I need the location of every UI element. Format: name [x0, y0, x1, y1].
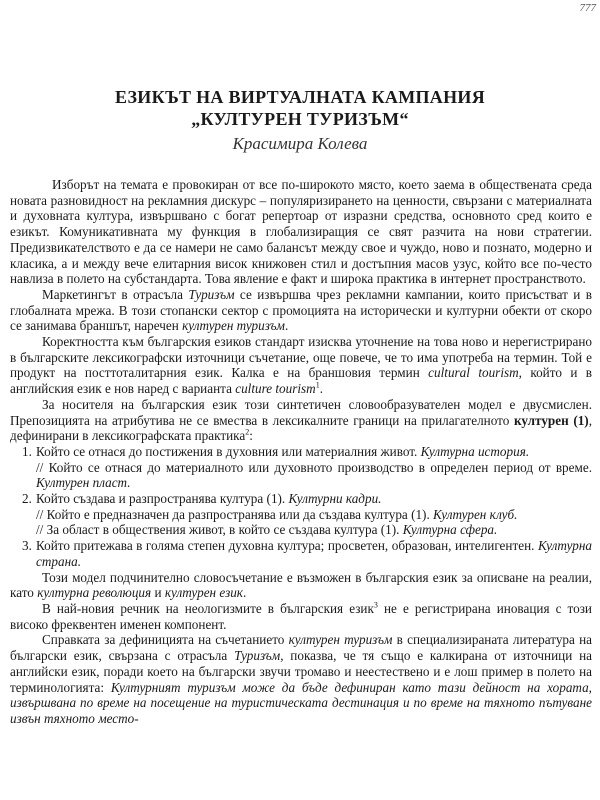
- italic-term: културен туризъм: [182, 318, 285, 334]
- text: не е регистрирана иновация с този високо фреквентен именен компонент.: [10, 600, 592, 632]
- definition-example: Културен клуб.: [433, 506, 518, 522]
- italic-term: culture tourism: [235, 381, 316, 397]
- text: и: [151, 585, 165, 601]
- text: , показва, че тя също е калкирана от източници на английски език, поради което на български звучи тромаво и неестествено и е лош пример в полето на терминологията:: [10, 648, 592, 695]
- text: Коректността към българския езиков стандарт изисква уточнение на това ново и нерегистрирано в българските лексикографски източници съчетание, още повече, че то има употреба на термин. Той е продукт на посттоталитарния език. Калка е на браншовия термин: [10, 334, 592, 381]
- paragraph-2: [10, 287, 592, 334]
- sub-definition: [36, 522, 592, 538]
- definition-list: [10, 444, 592, 570]
- text: :: [249, 428, 253, 444]
- definition-example: Културни кадри.: [288, 491, 382, 507]
- sub-definition: [36, 460, 592, 491]
- paragraph-5: [10, 570, 592, 601]
- item-number: 1.: [22, 443, 32, 459]
- definition-text: // Който се отнася до материалното или духовното производство в определен период от време.: [36, 459, 592, 475]
- italic-quote: Културният туризъм може да бъде дефиниран като тази дейност на хората, извършвана по време на посещение на туристическата дестинация и по време на тяхното пътуване извън тяхното место-: [10, 679, 592, 726]
- paragraph-1: Изборът на темата е провокиран от все по-широкото място, което заема в обществената среда новата разновидност на рекламния дискурс – популяризирането на ценности, свързани с материалната и духовната култура, извършвано с богат репертоар от изразни средства, основното сред които е езикът. Комуникативната му функция в глобализиращия се свят разчита на нови стратегии. Предизвикателството е да се намери не само балансът между свое и чуждо, ново и познато, модерно и класика, а и между вече елитарния висок книжовен стил и достъпния масов узус, който все по-често навлиза в полето на субстандарта. Това явление е факт и широка практика в интернет пространството.: [10, 177, 592, 287]
- italic-term: cultural tourism: [428, 365, 519, 381]
- footnote-ref: 2: [245, 427, 250, 437]
- italic-term: културен език: [164, 585, 243, 601]
- item-number: 2.: [22, 491, 32, 507]
- article-body: [10, 177, 592, 727]
- title-line-2: „КУЛТУРЕН ТУРИЗЪМ“: [191, 109, 409, 129]
- definition-text: Който създава и разпространява култура (1).: [36, 491, 289, 507]
- item-number: 3.: [22, 538, 32, 554]
- text: , който и в английския език е нов наред с варианта: [10, 365, 593, 397]
- definition-text: Който притежава в голяма степен духовна култура; просветен, образован, интелигентен.: [36, 538, 538, 554]
- text: Справката за дефиницията на съчетанието: [42, 632, 289, 648]
- definition-example: Културна история.: [420, 443, 530, 459]
- definition-text: // За област в обществения живот, в който се създава култура (1).: [36, 522, 403, 538]
- sub-definition: [36, 507, 592, 523]
- definition-example: Културен пласт.: [36, 475, 131, 491]
- italic-term: културен туризъм: [288, 632, 393, 648]
- italic-term: Туризъм: [188, 286, 235, 302]
- italic-term: културна революция: [37, 585, 152, 601]
- definition-item: [10, 538, 592, 569]
- text: В най-новия речник на неологизмите в българския език: [42, 600, 374, 616]
- italic-term: Туризъм: [234, 648, 281, 664]
- paragraph-7: [10, 632, 592, 726]
- paragraph-3: [10, 334, 592, 397]
- text: За носителя на българския език този синтетичен словообразувателен модел е двусмислен. Препозицията на атрибутива не се вмества в лексикалните граници на прилагателното: [10, 396, 592, 428]
- article-title: [0, 86, 600, 130]
- footnote-ref: 3: [373, 600, 378, 610]
- text: .: [242, 585, 247, 601]
- footnote-ref: 1: [315, 380, 320, 390]
- author-name: Красимира Колева: [232, 134, 368, 153]
- definition-example: Културна сфера.: [402, 522, 498, 538]
- paragraph-4: [10, 397, 592, 444]
- definition-example: Културна страна.: [36, 538, 592, 569]
- text: .: [284, 318, 289, 334]
- text: Този модел подчинително словосъчетание е възможен в българския език за описване на реалии, като: [10, 569, 592, 601]
- text: , дефинирани в лексикографската практика: [10, 412, 592, 444]
- text: се извършва чрез рекламни кампании, които присъстват и в глобалната мрежа. В този стопански сектор с промоцията на исторически и културни обекти от скоро се занимава браншът, наречен: [10, 286, 592, 334]
- page-number: 777: [579, 2, 596, 14]
- paragraph-6: [10, 601, 592, 632]
- title-line-1: ЕЗИКЪТ НА ВИРТУАЛНАТА КАМПАНИЯ: [114, 87, 486, 107]
- text: Маркетингът в отрасъла: [42, 286, 189, 302]
- bold-term: културен (1): [513, 412, 589, 428]
- definition-text: Който се отнася до постижения в духовния или материалния живот.: [36, 443, 421, 459]
- definition-item: [10, 491, 592, 538]
- definition-item: [10, 444, 592, 491]
- text: в специализираната литература на български език, свързана с отрасъла: [10, 632, 592, 664]
- definition-text: // Който е предназначен да разпространява или да създава култура (1).: [36, 506, 434, 522]
- text: .: [319, 381, 323, 397]
